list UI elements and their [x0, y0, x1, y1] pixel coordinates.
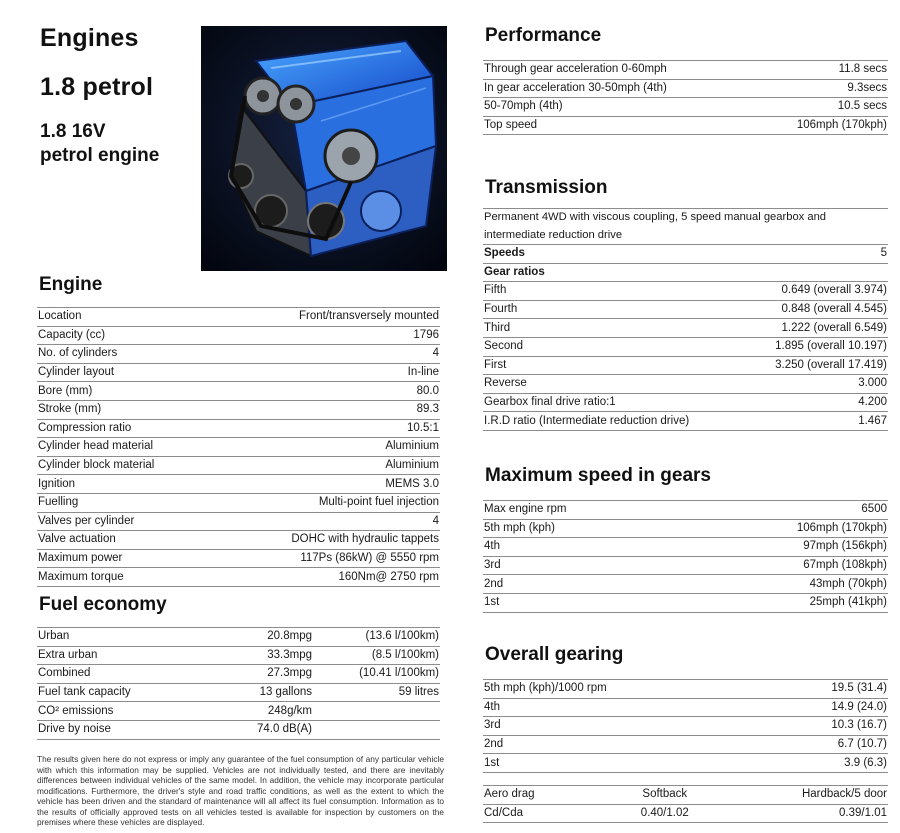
table-row — [37, 702, 440, 721]
row-label: I.R.D ratio (Intermediate reduction drive) — [483, 412, 744, 431]
row-value: 4.200 — [744, 393, 888, 412]
table-row — [37, 308, 440, 327]
max-speed-spec-table — [483, 500, 888, 613]
table-row — [37, 382, 440, 401]
row-label: Cylinder head material — [37, 438, 215, 457]
row-value: Multi-point fuel injection — [215, 493, 440, 512]
row-value: 80.0 — [215, 382, 440, 401]
table-row — [483, 501, 888, 520]
row-value: 0.848 (overall 4.545) — [744, 300, 888, 319]
row-label: 3rd — [483, 717, 760, 736]
table-row — [483, 263, 888, 282]
gearing-section-title: Overall gearing — [485, 644, 624, 665]
row-label: Through gear acceleration 0-60mph — [483, 61, 753, 80]
table-row — [483, 804, 888, 823]
row-value: 6500 — [677, 501, 888, 520]
table-row — [483, 245, 888, 263]
row-value: 27.3mpg — [219, 665, 313, 684]
row-label: Second — [483, 337, 744, 356]
row-label: Fuel tank capacity — [37, 683, 219, 702]
table-row — [483, 786, 888, 805]
row-value: 89.3 — [215, 400, 440, 419]
row-label: Fuelling — [37, 493, 215, 512]
row-label: First — [483, 356, 744, 375]
row-label: 2nd — [483, 575, 677, 594]
table-row — [483, 337, 888, 356]
row-label: 3rd — [483, 556, 677, 575]
table-row — [483, 300, 888, 319]
row-value: 97mph (156kph) — [677, 538, 888, 557]
table-row — [37, 628, 440, 647]
row-metric: 59 litres — [313, 683, 440, 702]
row-label: Third — [483, 319, 744, 338]
model-title: 1.8 petrol — [40, 73, 154, 101]
engine-name-line-1: 1.8 16V — [40, 121, 106, 142]
table-row — [483, 593, 888, 612]
table-row — [37, 438, 440, 457]
table-row — [37, 531, 440, 550]
row-value: 33.3mpg — [219, 646, 313, 665]
gear-ratios-label: Gear ratios — [483, 263, 888, 282]
row-value: 1.222 (overall 6.549) — [744, 319, 888, 338]
transmission-description: Permanent 4WD with viscous coupling, 5 speed manual gearbox and intermediate reduction drive — [483, 208, 888, 245]
max-speed-table — [483, 500, 888, 613]
table-row — [37, 646, 440, 665]
row-label: Max engine rpm — [483, 501, 677, 520]
row-value: DOHC with hydraulic tappets — [215, 531, 440, 550]
row-label: Extra urban — [37, 646, 219, 665]
table-row — [483, 79, 888, 98]
table-row — [37, 720, 440, 739]
table-row — [483, 116, 888, 135]
table-row — [37, 419, 440, 438]
row-label: 5th mph (kph)/1000 rpm — [483, 680, 760, 699]
fuel-spec-table — [37, 627, 440, 740]
table-row — [37, 493, 440, 512]
row-label: 2nd — [483, 735, 760, 754]
row-value: Aluminium — [215, 456, 440, 475]
aero-row-hardback: 0.39/1.01 — [715, 804, 888, 823]
fuel-section-title: Fuel economy — [39, 594, 167, 615]
engine-illustration-icon — [201, 26, 447, 271]
row-value: 13 gallons — [219, 683, 313, 702]
row-label: 5th mph (kph) — [483, 519, 677, 538]
row-value: 10.5:1 — [215, 419, 440, 438]
row-value: 117Ps (86kW) @ 5550 rpm — [215, 549, 440, 568]
table-row — [483, 735, 888, 754]
row-label: Location — [37, 308, 215, 327]
row-value: 1796 — [215, 326, 440, 345]
row-label: 4th — [483, 538, 677, 557]
row-metric — [313, 720, 440, 739]
aero-row-label: Cd/Cda — [483, 804, 615, 823]
row-label: Stroke (mm) — [37, 400, 215, 419]
row-label: Combined — [37, 665, 219, 684]
row-value: 25mph (41kph) — [677, 593, 888, 612]
table-row — [37, 549, 440, 568]
aero-spec-table — [483, 785, 888, 823]
row-label: Capacity (cc) — [37, 326, 215, 345]
page-title: Engines — [40, 24, 139, 52]
table-row — [37, 665, 440, 684]
aero-header-softback: Softback — [615, 786, 715, 805]
table-row — [37, 568, 440, 587]
row-label: Fifth — [483, 282, 744, 301]
speeds-value: 5 — [744, 245, 888, 263]
table-row — [483, 319, 888, 338]
row-value: 14.9 (24.0) — [760, 698, 888, 717]
table-row — [37, 683, 440, 702]
table-row — [483, 356, 888, 375]
row-label: 50-70mph (4th) — [483, 98, 753, 117]
table-row — [483, 412, 888, 431]
fuel-disclaimer: The results given here do not express or imply any guarantee of the fuel consumption of any particular vehicle with which this information may be supplied. Vehicles are not individually tested, and there are inevitably differences between individual vehicles of the same model. In addition, the vehicle may incorporate particular modifications. Furthermore, the driver's style and road traffic conditions, as well as the extent to which the vehicle has been driven and the standard of maintenance will all affect its fuel consumption. Information as to the results of officially approved tests on all vehicles tested is available for inspection by customers on the premises where these vehicles are displayed. — [37, 754, 444, 827]
row-value: 20.8mpg — [219, 628, 313, 647]
row-value: 6.7 (10.7) — [760, 735, 888, 754]
row-value: 11.8 secs — [753, 61, 888, 80]
table-row — [483, 375, 888, 394]
speeds-label: Speeds — [483, 245, 744, 263]
engine-section-title: Engine — [39, 274, 103, 295]
table-row — [37, 475, 440, 494]
fuel-table — [37, 627, 440, 740]
table-row — [483, 754, 888, 773]
table-row — [483, 98, 888, 117]
row-value: 10.5 secs — [753, 98, 888, 117]
table-row — [37, 363, 440, 382]
table-row — [483, 61, 888, 80]
transmission-block — [483, 208, 888, 431]
row-value: 106mph (170kph) — [753, 116, 888, 135]
row-label: No. of cylinders — [37, 345, 215, 364]
row-value: 106mph (170kph) — [677, 519, 888, 538]
row-value: 248g/km — [219, 702, 313, 721]
engine-name — [40, 120, 159, 168]
table-row — [483, 556, 888, 575]
row-label: Compression ratio — [37, 419, 215, 438]
row-value: 19.5 (31.4) — [760, 680, 888, 699]
aero-row-softback: 0.40/1.02 — [615, 804, 715, 823]
row-value: 9.3secs — [753, 79, 888, 98]
row-label: 1st — [483, 593, 677, 612]
row-label: Valve actuation — [37, 531, 215, 550]
row-value: Aluminium — [215, 438, 440, 457]
table-row — [37, 456, 440, 475]
table-row — [483, 519, 888, 538]
row-value: 0.649 (overall 3.974) — [744, 282, 888, 301]
row-value: 1.895 (overall 10.197) — [744, 337, 888, 356]
row-value: 3.000 — [744, 375, 888, 394]
row-value: 74.0 dB(A) — [219, 720, 313, 739]
row-label: Cylinder block material — [37, 456, 215, 475]
row-value: MEMS 3.0 — [215, 475, 440, 494]
row-label: Drive by noise — [37, 720, 219, 739]
row-value: 160Nm@ 2750 rpm — [215, 568, 440, 587]
aero-table — [483, 785, 888, 823]
row-value: In-line — [215, 363, 440, 382]
transmission-section-title: Transmission — [485, 177, 608, 198]
table-row — [483, 680, 888, 699]
engine-name-line-2: petrol engine — [40, 145, 160, 166]
row-label: 1st — [483, 754, 760, 773]
gearing-table — [483, 679, 888, 773]
row-label: 4th — [483, 698, 760, 717]
aero-header-label: Aero drag — [483, 786, 615, 805]
row-label: Cylinder layout — [37, 363, 215, 382]
row-value: 3.250 (overall 17.419) — [744, 356, 888, 375]
row-label: Bore (mm) — [37, 382, 215, 401]
table-row — [37, 400, 440, 419]
engine-spec-table — [37, 307, 440, 587]
performance-spec-table — [483, 60, 888, 135]
max-speed-section-title: Maximum speed in gears — [485, 465, 711, 486]
row-value: 3.9 (6.3) — [760, 754, 888, 773]
table-row — [37, 326, 440, 345]
row-label: Urban — [37, 628, 219, 647]
table-row — [483, 538, 888, 557]
engine-table — [37, 307, 440, 587]
row-value: 4 — [215, 512, 440, 531]
row-value: 43mph (70kph) — [677, 575, 888, 594]
row-label: Maximum torque — [37, 568, 215, 587]
row-metric: (13.6 l/100km) — [313, 628, 440, 647]
row-metric: (10.41 l/100km) — [313, 665, 440, 684]
row-label: Ignition — [37, 475, 215, 494]
table-row — [483, 575, 888, 594]
table-row — [483, 393, 888, 412]
aero-header-hardback: Hardback/5 door — [715, 786, 888, 805]
table-row — [37, 345, 440, 364]
row-metric — [313, 702, 440, 721]
row-label: In gear acceleration 30-50mph (4th) — [483, 79, 753, 98]
table-row — [483, 282, 888, 301]
performance-section-title: Performance — [485, 25, 602, 46]
row-label: Valves per cylinder — [37, 512, 215, 531]
engine-photo — [201, 26, 447, 271]
row-value: Front/transversely mounted — [215, 308, 440, 327]
transmission-table — [483, 245, 888, 431]
performance-table — [483, 60, 888, 135]
row-label: Reverse — [483, 375, 744, 394]
table-row — [483, 698, 888, 717]
table-row — [483, 717, 888, 736]
gearing-spec-table — [483, 679, 888, 773]
table-row — [37, 512, 440, 531]
row-value: 4 — [215, 345, 440, 364]
row-metric: (8.5 l/100km) — [313, 646, 440, 665]
row-label: Maximum power — [37, 549, 215, 568]
row-label: CO² emissions — [37, 702, 219, 721]
row-label: Top speed — [483, 116, 753, 135]
row-value: 10.3 (16.7) — [760, 717, 888, 736]
row-label: Fourth — [483, 300, 744, 319]
row-value: 1.467 — [744, 412, 888, 431]
row-label: Gearbox final drive ratio:1 — [483, 393, 744, 412]
row-value: 67mph (108kph) — [677, 556, 888, 575]
